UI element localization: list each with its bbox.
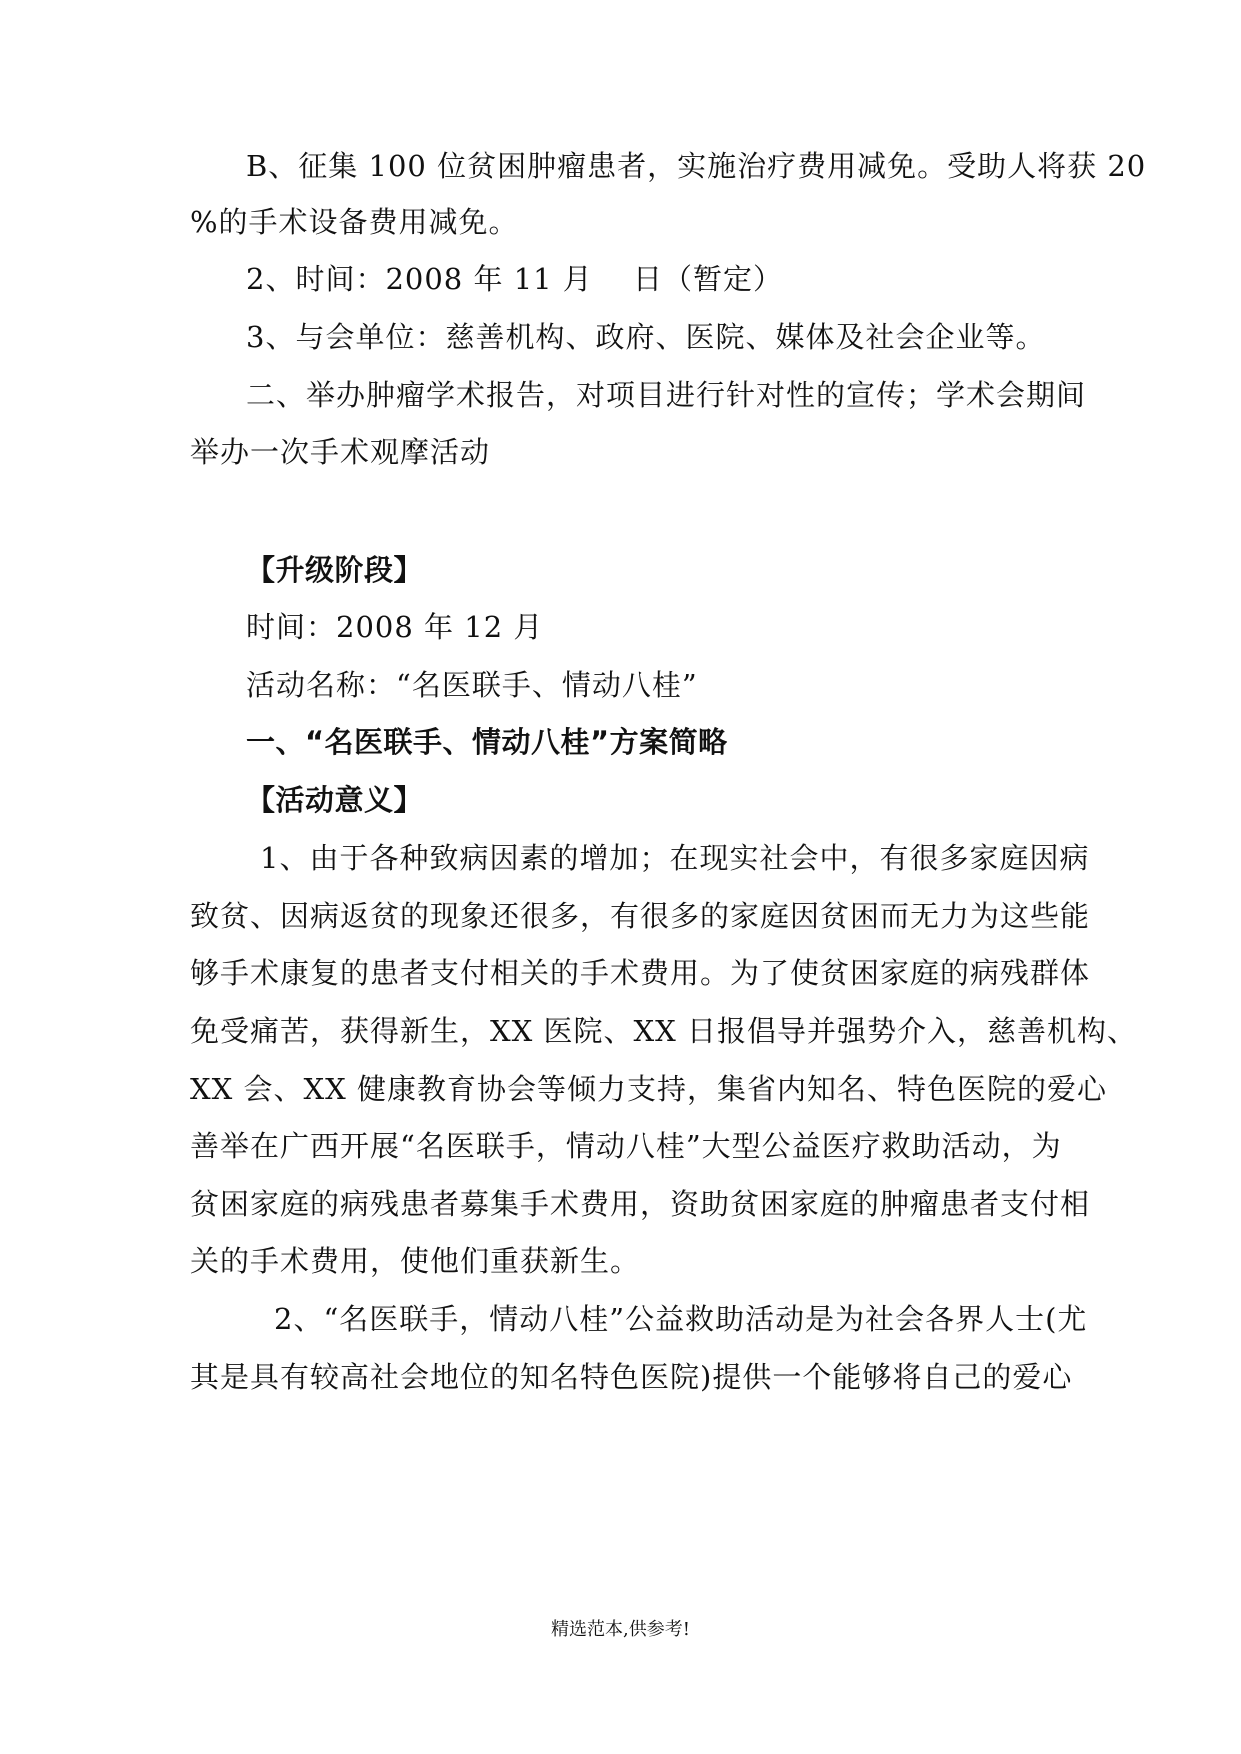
stage-name: 活动名称：“名医联手、情动八桂” [246, 668, 698, 702]
meaning-1-line: 免受痛苦，获得新生，XX 医院、XX 日报倡导并强势介入，慈善机构、 [190, 1014, 1138, 1048]
plan-heading: 一、“名医联手、情动八桂”方案简略 [246, 725, 728, 759]
meaning-1-line: 关的手术费用，使他们重获新生。 [190, 1244, 641, 1278]
item-participants: 3、与会单位：慈善机构、政府、医院、媒体及社会企业等。 [246, 320, 1046, 354]
meaning-1-line: 够手术康复的患者支付相关的手术费用。为了使贫困家庭的病残群体 [190, 956, 1091, 990]
stage-time: 时间：2008 年 12 月 [246, 610, 544, 644]
meaning-2-line: 2、“名医联手，情动八桂”公益救助活动是为社会各界人士(尤 [274, 1302, 1088, 1336]
meaning-1-line: 致贫、因病返贫的现象还很多，有很多的家庭因贫困而无力为这些能 [190, 899, 1091, 933]
meaning-1-line: 贫困家庭的病残患者募集手术费用，资助贫困家庭的肿瘤患者支付相 [190, 1187, 1091, 1221]
meaning-1-line: 善举在广西开展“名医联手，情动八桂”大型公益医疗救助活动，为 [190, 1129, 1062, 1163]
meaning-2-line: 其是具有较高社会地位的知名特色医院)提供一个能够将自己的爱心 [190, 1360, 1073, 1394]
meaning-1-line: XX 会、XX 健康教育协会等倾力支持，集省内知名、特色医院的爱心 [190, 1072, 1108, 1106]
meaning-heading: 【活动意义】 [246, 783, 424, 817]
stage-heading: 【升级阶段】 [246, 553, 424, 587]
item-academic-line-1: 二、举办肿瘤学术报告，对项目进行针对性的宣传；学术会期间 [246, 378, 1087, 412]
paragraph-b-line-2: %的手术设备费用减免。 [190, 205, 519, 239]
page-footer: 精选范本,供参考! [551, 1619, 690, 1640]
paragraph-b-line-1: B、征集 100 位贫困肿瘤患者，实施治疗费用减免。受助人将获 20 [246, 149, 1147, 183]
meaning-1-line: 1、由于各种致病因素的增加；在现实社会中，有很多家庭因病 [260, 841, 1090, 875]
item-time: 2、时间：2008 年 11 月 日（暂定） [246, 262, 784, 296]
item-academic-line-2: 举办一次手术观摩活动 [190, 435, 491, 469]
